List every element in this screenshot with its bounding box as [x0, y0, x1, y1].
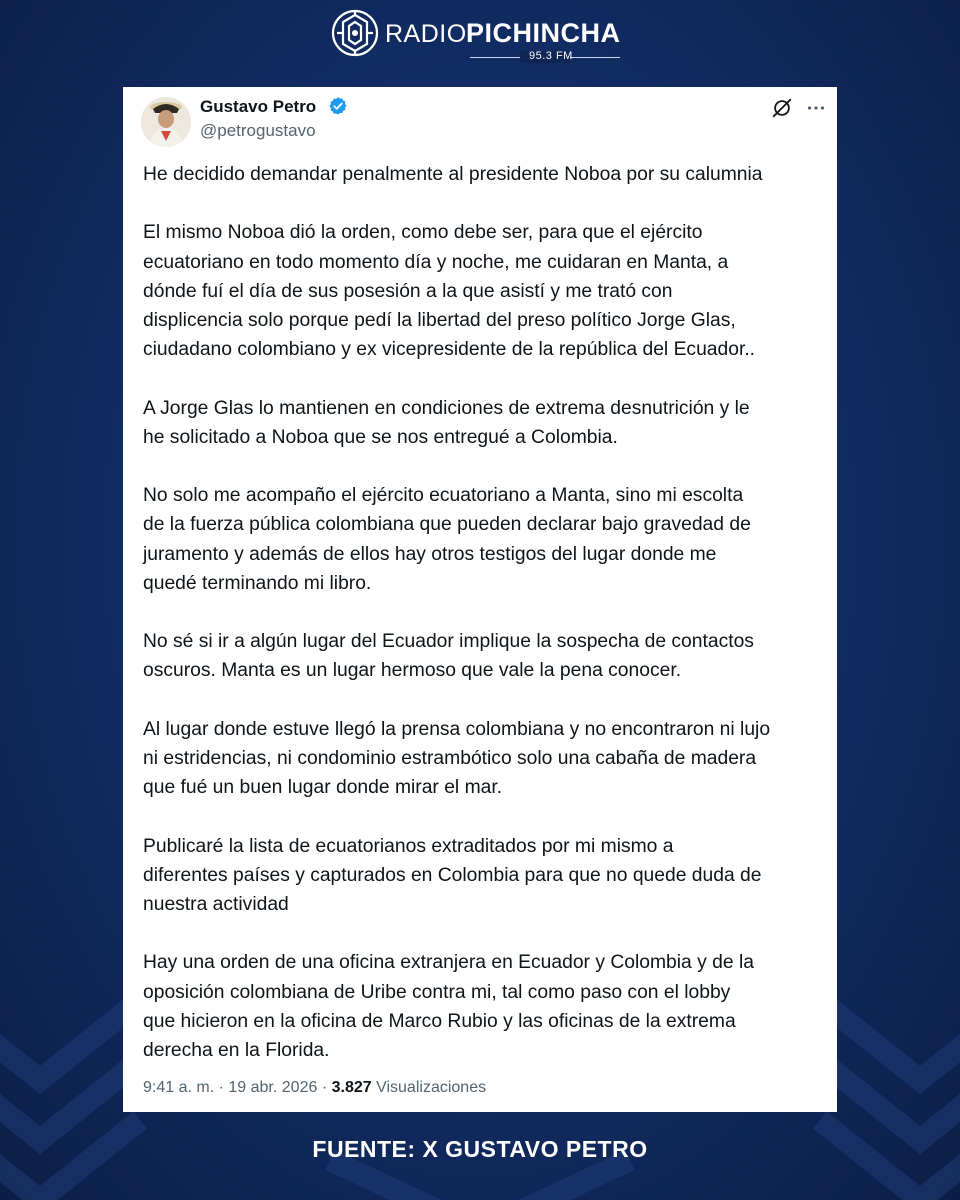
tweet-date[interactable]: 19 abr. 2026: [228, 1079, 318, 1096]
more-options-icon[interactable]: [805, 97, 827, 119]
meta-separator: ·: [218, 1079, 224, 1096]
tweet-paragraph-6: Al lugar donde estuve llegó la prensa colombiana y no encontraron ni lujo ni estridencias, ni condominio estrambótico solo una cabaña de madera que fué un buen lugar donde mirar el mar.: [143, 718, 771, 799]
tweet-paragraph-3: A Jorge Glas lo mantienen en condiciones de extrema desnutrición y le he solicitado a Noboa que se nos entregué a Colombia.: [143, 397, 750, 448]
tweet-paragraph-5: No sé si ir a algún lugar del Ecuador implique la sospecha de contactos oscuros. Manta es un lugar hermoso que vale la pena conocer.: [143, 631, 754, 682]
radio-pichincha-logo: [330, 8, 630, 64]
grok-icon[interactable]: [771, 97, 793, 119]
meta-separator: ·: [321, 1079, 328, 1096]
author-handle[interactable]: @petrogustavo: [200, 121, 316, 140]
avatar[interactable]: [141, 97, 191, 147]
logo-radio-text: RADIO: [385, 20, 467, 48]
tweet-paragraph-4: No solo me acompaño el ejército ecuatoriano a Manta, sino mi escolta de la fuerza pública colombiana que pueden declarar bajo gravedad de juramento y además de ellos hay otros testigos del lugar donde me quedé terminando mi libro.: [143, 485, 751, 594]
views-count: 3.827: [331, 1079, 372, 1096]
tweet-paragraph-7: Publicaré la lista de ecuatorianos extraditados por mi mismo a diferentes países y capturados en Colombia para que no quede duda de nuestra actividad: [143, 835, 762, 915]
tweet-card: [123, 87, 837, 1112]
views-label: Visualizaciones: [376, 1079, 487, 1096]
tweet-paragraph-8: Hay una orden de una oficina extranjera en Ecuador y Colombia y de la oposición colombiana de Uribe contra mi, tal como paso con el lobby que hicieron en la oficina de Marco Rubio y las oficinas de la extrema derecha en la Florida.: [143, 952, 754, 1061]
logo-pichincha-text: PICHINCHA: [466, 18, 621, 48]
tweet-text: [143, 160, 833, 1094]
source-caption: FUENTE: X GUSTAVO PETRO: [312, 1136, 648, 1162]
radio-logo-emblem-icon: [330, 8, 380, 58]
author-name[interactable]: Gustavo Petro: [200, 97, 317, 116]
verified-badge-icon: [328, 96, 348, 116]
tweet-time[interactable]: 9:41 a. m.: [143, 1079, 215, 1096]
tweet-paragraph-1: He decidido demandar penalmente al presidente Noboa por su calumnia: [143, 164, 763, 185]
logo-frequency: 95.3 FM: [529, 50, 573, 62]
tweet-meta: [143, 1079, 486, 1097]
tweet-paragraph-2: El mismo Noboa dió la orden, como debe ser, para que el ejército ecuatoriano en todo momento día y noche, me cuidaran en Manta, a dónde fuí el día de sus posesión a la que asistí y me trató con displicencia solo porque pedí la libertad del preso político Jorge Glas, ciudadano colombiano y ex vicepresidente de la república del Ecuador..: [143, 222, 756, 361]
avatar-image: [141, 97, 191, 147]
